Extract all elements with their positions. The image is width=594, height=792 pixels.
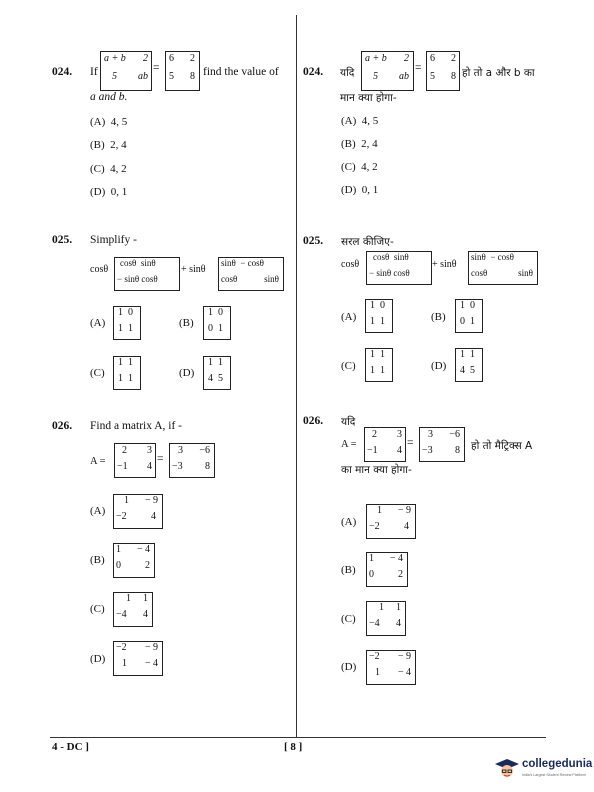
q24-option-d: (D) 0, 1 — [90, 186, 128, 198]
q24-hi-prefix: यदि — [340, 67, 355, 79]
question-number-26: 026. — [52, 420, 73, 432]
q24-en-suffix: find the value of — [203, 66, 279, 78]
question-number-26-hi: 026. — [303, 415, 324, 427]
q25-hi-title: सरल कीजिए- — [341, 236, 394, 248]
q24-option-a: (A) 4, 5 — [90, 116, 128, 128]
logo-wordmark: collegedunia — [522, 758, 593, 770]
equals-sign: = — [153, 62, 160, 74]
column-divider — [296, 15, 297, 737]
footer-rule — [50, 737, 546, 738]
q24-option-c: (C) 4, 2 — [90, 163, 127, 175]
logo-tagline: India's Largest Student Review Platform — [522, 773, 586, 777]
question-number-24-hi: 024. — [303, 66, 324, 78]
question-number-25: 025. — [52, 234, 73, 246]
q26-hi-title: यदि — [341, 416, 356, 428]
q25-en-title: Simplify - — [90, 234, 137, 246]
q24-en-line2: a and b. — [90, 91, 128, 103]
q26-hi-line2: का मान क्या होगा- — [341, 464, 412, 476]
question-number-24: 024. — [52, 66, 73, 78]
q24-en-prefix: If — [90, 66, 98, 78]
question-number-25-hi: 025. — [303, 235, 324, 247]
q26-en-title: Find a matrix A, if - — [90, 420, 182, 432]
footer-code: 4 - DC ] — [52, 741, 89, 753]
graduate-cap-icon — [494, 757, 520, 779]
q24-hi-line2: मान क्या होगा- — [340, 92, 397, 104]
page-number: [ 8 ] — [284, 741, 303, 753]
q24-hi-suffix: हो तो a और b का — [462, 67, 535, 79]
q24-option-b: (B) 2, 4 — [90, 139, 127, 151]
